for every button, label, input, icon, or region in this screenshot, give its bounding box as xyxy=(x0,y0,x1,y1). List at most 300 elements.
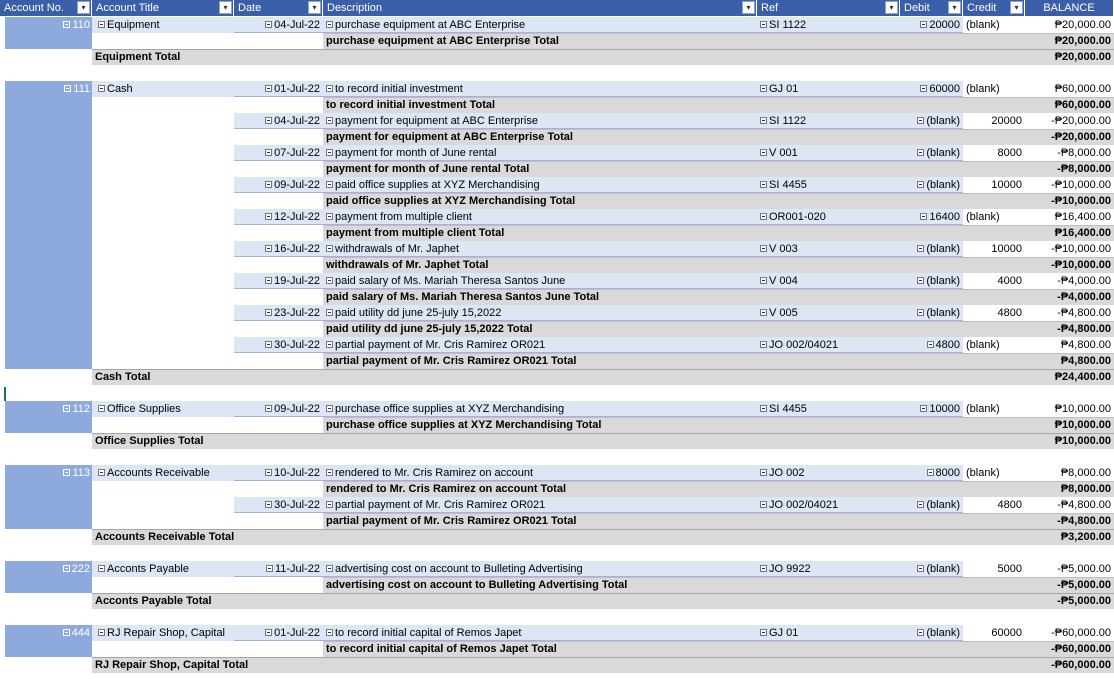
filter-dropdown-icon[interactable]: ▾ xyxy=(742,1,755,14)
collapse-toggle-icon[interactable] xyxy=(326,629,333,636)
debit-text: 16400 xyxy=(929,211,960,223)
credit-cell: 4800 xyxy=(997,307,1022,319)
balance-cell: -₱5,000.00 xyxy=(1057,563,1111,575)
debit-text: 10000 xyxy=(929,403,960,415)
description-subtotal-row xyxy=(0,33,1114,49)
date-cell[interactable] xyxy=(234,113,323,129)
collapse-toggle-icon[interactable] xyxy=(917,565,924,572)
account-title-text: Accounts Receivable xyxy=(107,467,210,479)
account-total-label: Equipment Total xyxy=(95,51,181,63)
debit-cell[interactable] xyxy=(900,337,963,353)
subtotal-suffix: Total xyxy=(537,483,567,495)
subtotal-suffix: Total xyxy=(466,99,496,111)
description-text: partial payment of Mr. Cris Ramirez OR021 xyxy=(335,499,546,511)
collapse-toggle-icon[interactable] xyxy=(917,501,924,508)
column-header-balance[interactable] xyxy=(1025,0,1114,16)
collapse-toggle-icon[interactable] xyxy=(920,405,927,412)
table-row xyxy=(0,273,1114,289)
description-subtotal-row xyxy=(0,321,1114,337)
collapse-toggle-icon[interactable] xyxy=(266,565,273,572)
column-header-label: Date xyxy=(238,2,262,14)
subtotal-label: withdrawals of Mr. Japhet Total xyxy=(326,259,489,271)
description-text: purchase equipment at ABC Enterprise xyxy=(335,19,526,31)
debit-cell[interactable] xyxy=(900,401,963,417)
subtotal-suffix: Total xyxy=(475,227,505,239)
collapse-toggle-icon[interactable] xyxy=(760,501,767,508)
collapse-toggle-icon[interactable] xyxy=(265,85,272,92)
subtotal-label: payment from multiple client Total xyxy=(326,227,505,239)
subtotal-suffix: Total xyxy=(546,195,576,207)
balance-cell: -₱4,800.00 xyxy=(1057,307,1111,319)
credit-cell: (blank) xyxy=(966,83,1000,95)
description-cell[interactable] xyxy=(323,209,757,225)
collapse-toggle-icon[interactable] xyxy=(265,21,272,28)
collapse-toggle-icon[interactable] xyxy=(326,149,333,156)
subtotal-suffix: Total xyxy=(570,291,600,303)
column-header-label: Description xyxy=(327,2,383,14)
collapse-toggle-icon[interactable] xyxy=(326,565,333,572)
table-row xyxy=(0,497,1114,513)
debit-text: (blank) xyxy=(926,243,960,255)
collapse-toggle-icon[interactable] xyxy=(927,341,934,348)
balance-cell: -₱10,000.00 xyxy=(1051,243,1111,255)
collapse-toggle-icon[interactable] xyxy=(326,277,333,284)
date-cell[interactable] xyxy=(234,81,323,97)
date-text: 30-Jul-22 xyxy=(274,339,320,351)
subtotal-label: to record initial capital of Remos Japet Total xyxy=(326,643,557,655)
subtotal-value: ₱10,000.00 xyxy=(1054,419,1111,431)
balance-cell: ₱4,800.00 xyxy=(1060,339,1111,351)
subtotal-value: ₱4,800.00 xyxy=(1060,355,1111,367)
debit-cell[interactable] xyxy=(900,625,963,641)
collapse-toggle-icon[interactable] xyxy=(265,501,272,508)
credit-cell: 10000 xyxy=(991,179,1022,191)
collapse-toggle-icon[interactable] xyxy=(326,245,333,252)
account-total-label: RJ Repair Shop, Capital Total xyxy=(95,659,249,671)
credit-cell: (blank) xyxy=(966,19,1000,31)
credit-cell: (blank) xyxy=(966,211,1000,223)
subtotal-value: ₱60,000.00 xyxy=(1054,99,1111,111)
description-cell[interactable] xyxy=(323,17,757,33)
collapse-toggle-icon[interactable] xyxy=(326,117,333,124)
collapse-toggle-icon[interactable] xyxy=(920,213,927,220)
subtotal-suffix: Total xyxy=(459,259,489,271)
ref-text: V 004 xyxy=(769,275,798,287)
ref-cell[interactable] xyxy=(757,81,900,97)
description-text: purchase office supplies at XYZ Merchandising xyxy=(335,403,565,415)
ref-cell[interactable] xyxy=(757,209,900,225)
collapse-toggle-icon[interactable] xyxy=(265,213,272,220)
credit-cell: 60000 xyxy=(991,627,1022,639)
collapse-toggle-icon[interactable] xyxy=(760,629,767,636)
subtotal-label: paid utility dd june 25-july 15,2022 Total xyxy=(326,323,533,335)
credit-cell: 10000 xyxy=(991,243,1022,255)
collapse-toggle-icon[interactable] xyxy=(265,341,272,348)
account-title-text: Office Supplies xyxy=(107,403,181,415)
description-subtotal-row xyxy=(0,353,1114,369)
description-subtotal-row xyxy=(0,129,1114,145)
date-text: 16-Jul-22 xyxy=(274,243,320,255)
account-number-text: 110 xyxy=(72,19,90,31)
credit-cell: 4800 xyxy=(997,499,1022,511)
balance-cell: -₱60,000.00 xyxy=(1051,627,1111,639)
debit-text: 8000 xyxy=(935,467,960,479)
description-text: paid office supplies at XYZ Merchandising xyxy=(335,179,540,191)
table-row xyxy=(0,81,1114,97)
description-text: rendered to Mr. Cris Ramirez on account xyxy=(335,467,534,479)
ref-text: GJ 01 xyxy=(769,83,799,95)
ref-cell[interactable] xyxy=(757,273,900,289)
collapse-toggle-icon[interactable] xyxy=(326,21,333,28)
description-subtotal-row xyxy=(0,257,1114,273)
date-text: 12-Jul-22 xyxy=(274,211,320,223)
collapse-toggle-icon[interactable] xyxy=(760,21,767,28)
filter-dropdown-icon[interactable]: ▾ xyxy=(308,1,321,14)
subtotal-label: payment for equipment at ABC Enterprise Total xyxy=(326,131,573,143)
description-text: to record initial capital of Remos Japet xyxy=(335,627,522,639)
balance-cell: -₱4,800.00 xyxy=(1057,499,1111,511)
debit-text: (blank) xyxy=(926,147,960,159)
collapse-toggle-icon[interactable] xyxy=(760,149,767,156)
account-total-row xyxy=(0,657,1114,673)
collapse-toggle-icon[interactable] xyxy=(326,405,333,412)
collapse-toggle-icon[interactable] xyxy=(265,309,272,316)
subtotal-value: ₱16,400.00 xyxy=(1054,227,1111,239)
collapse-toggle-icon[interactable] xyxy=(326,501,333,508)
subtotal-value: -₱10,000.00 xyxy=(1051,259,1111,271)
ref-cell[interactable] xyxy=(757,145,900,161)
table-row xyxy=(0,209,1114,225)
subtotal-label: partial payment of Mr. Cris Ramirez OR021 Total xyxy=(326,515,577,527)
ref-cell[interactable] xyxy=(757,497,900,513)
credit-cell: (blank) xyxy=(966,339,1000,351)
collapse-toggle-icon[interactable] xyxy=(326,309,333,316)
filter-dropdown-icon[interactable]: ▾ xyxy=(1010,1,1023,14)
collapse-toggle-icon[interactable] xyxy=(760,565,767,572)
description-text: payment for equipment at ABC Enterprise xyxy=(335,115,538,127)
subtotal-label: advertising cost on account to Bulleting Advertising Total xyxy=(326,579,628,591)
collapse-toggle-icon[interactable] xyxy=(917,117,924,124)
balance-cell: -₱8,000.00 xyxy=(1057,147,1111,159)
collapse-toggle-icon[interactable] xyxy=(760,277,767,284)
description-cell[interactable] xyxy=(323,337,757,353)
account-number-text: 222 xyxy=(71,563,90,575)
table-row xyxy=(0,561,1114,577)
subtotal-suffix: Total xyxy=(530,35,559,47)
date-text: 04-Jul-22 xyxy=(274,19,320,31)
table-row xyxy=(0,337,1114,353)
table-row xyxy=(0,177,1114,193)
date-text: 19-Jul-22 xyxy=(274,275,320,287)
table-row xyxy=(0,113,1114,129)
column-header-desc[interactable] xyxy=(323,0,757,16)
account-total-row xyxy=(0,593,1114,609)
balance-cell: ₱20,000.00 xyxy=(1054,19,1111,31)
subtotal-label: partial payment of Mr. Cris Ramirez OR021 Total xyxy=(326,355,577,367)
collapse-toggle-icon[interactable] xyxy=(265,181,272,188)
collapse-toggle-icon[interactable] xyxy=(326,341,333,348)
description-cell[interactable] xyxy=(323,465,757,481)
description-subtotal-row xyxy=(0,641,1114,657)
debit-cell[interactable] xyxy=(900,273,963,289)
date-cell[interactable] xyxy=(234,561,323,577)
balance-cell: ₱10,000.00 xyxy=(1054,403,1111,415)
ref-text: SI 1122 xyxy=(769,19,807,31)
debit-cell[interactable] xyxy=(900,145,963,161)
description-subtotal-row xyxy=(0,289,1114,305)
debit-cell[interactable] xyxy=(900,497,963,513)
filter-dropdown-icon[interactable]: ▾ xyxy=(77,1,90,14)
collapse-toggle-icon[interactable] xyxy=(265,117,272,124)
debit-text: (blank) xyxy=(926,179,960,191)
account-title-text: Cash xyxy=(107,83,133,95)
balance-cell: -₱4,000.00 xyxy=(1057,275,1111,287)
debit-cell[interactable] xyxy=(900,113,963,129)
debit-text: 20000 xyxy=(929,19,960,31)
debit-cell[interactable] xyxy=(900,209,963,225)
date-cell[interactable] xyxy=(234,401,323,417)
collapse-toggle-icon[interactable] xyxy=(265,149,272,156)
ref-text: JO 002 xyxy=(769,467,805,479)
subtotal-value: -₱4,800.00 xyxy=(1057,323,1111,335)
description-text: paid salary of Ms. Mariah Theresa Santos June xyxy=(335,275,566,287)
description-cell[interactable] xyxy=(323,625,757,641)
subtotal-label: paid office supplies at XYZ Merchandising Total xyxy=(326,195,576,207)
date-text: 01-Jul-22 xyxy=(274,83,320,95)
date-cell[interactable] xyxy=(234,17,323,33)
credit-cell: 4000 xyxy=(997,275,1022,287)
collapse-toggle-icon[interactable] xyxy=(760,181,767,188)
filter-dropdown-icon[interactable]: ▾ xyxy=(948,1,961,14)
collapse-toggle-icon[interactable] xyxy=(265,245,272,252)
date-cell[interactable] xyxy=(234,337,323,353)
subtotal-suffix: Total xyxy=(547,515,577,527)
subtotal-suffix: Total xyxy=(528,643,557,655)
description-cell[interactable] xyxy=(323,81,757,97)
debit-cell[interactable] xyxy=(900,465,963,481)
account-total-value: -₱60,000.00 xyxy=(1051,659,1111,671)
column-header-ref[interactable] xyxy=(757,0,900,16)
account-total-row xyxy=(0,369,1114,385)
collapse-toggle-icon[interactable] xyxy=(917,149,924,156)
account-total-label: Cash Total xyxy=(95,371,151,383)
ref-cell[interactable] xyxy=(757,305,900,321)
debit-text: (blank) xyxy=(926,499,960,511)
description-cell[interactable] xyxy=(323,497,757,513)
debit-cell[interactable] xyxy=(900,17,963,33)
description-subtotal-row xyxy=(0,577,1114,593)
ref-cell[interactable] xyxy=(757,241,900,257)
collapse-toggle-icon[interactable] xyxy=(265,469,272,476)
ref-text: JO 002/04021 xyxy=(769,499,839,511)
table-row xyxy=(0,145,1114,161)
ref-text: JO 9922 xyxy=(769,563,811,575)
column-header-credit[interactable] xyxy=(963,0,1025,16)
subtotal-suffix: Total xyxy=(547,355,577,367)
date-text: 09-Jul-22 xyxy=(274,403,320,415)
date-cell[interactable] xyxy=(234,305,323,321)
collapse-toggle-icon[interactable] xyxy=(326,85,333,92)
description-text: payment for month of June rental xyxy=(335,147,497,159)
debit-cell[interactable] xyxy=(900,305,963,321)
account-title-text: RJ Repair Shop, Capital xyxy=(107,627,226,639)
description-cell[interactable] xyxy=(323,145,757,161)
date-cell[interactable] xyxy=(234,177,323,193)
subtotal-value: -₱60,000.00 xyxy=(1051,643,1111,655)
debit-cell[interactable] xyxy=(900,81,963,97)
balance-cell: ₱60,000.00 xyxy=(1054,83,1111,95)
table-row xyxy=(0,401,1114,417)
description-cell[interactable] xyxy=(323,561,757,577)
account-total-label: Acconts Payable Total xyxy=(95,595,212,607)
subtotal-value: -₱8,000.00 xyxy=(1057,163,1111,175)
column-header-label: Ref xyxy=(761,2,779,14)
subtotal-suffix: Total xyxy=(572,419,602,431)
credit-cell: 20000 xyxy=(991,115,1022,127)
collapse-toggle-icon[interactable] xyxy=(917,277,924,284)
subtotal-suffix: Total xyxy=(544,131,573,143)
subtotal-value: ₱8,000.00 xyxy=(1060,483,1111,495)
subtotal-value: -₱4,000.00 xyxy=(1057,291,1111,303)
subtotal-suffix: Total xyxy=(500,163,530,175)
ref-text: V 005 xyxy=(769,307,798,319)
account-total-value: ₱3,200.00 xyxy=(1060,531,1111,543)
collapse-toggle-icon[interactable] xyxy=(326,213,333,220)
table-row xyxy=(0,465,1114,481)
collapse-toggle-icon[interactable] xyxy=(760,405,767,412)
column-header-date[interactable] xyxy=(234,0,323,16)
account-total-label: Office Supplies Total xyxy=(95,435,204,447)
subtotal-label: purchase office supplies at XYZ Merchandising Total xyxy=(326,419,602,431)
description-subtotal-row xyxy=(0,193,1114,209)
description-cell[interactable] xyxy=(323,401,757,417)
date-cell[interactable] xyxy=(234,209,323,225)
debit-cell[interactable] xyxy=(900,241,963,257)
description-cell[interactable] xyxy=(323,305,757,321)
account-number-text: 111 xyxy=(73,83,90,95)
collapse-toggle-icon[interactable] xyxy=(917,181,924,188)
description-cell[interactable] xyxy=(323,241,757,257)
subtotal-value: ₱20,000.00 xyxy=(1054,35,1111,47)
collapse-toggle-icon[interactable] xyxy=(760,341,767,348)
ref-text: OR001-020 xyxy=(769,211,826,223)
date-text: 01-Jul-22 xyxy=(274,627,320,639)
account-total-row xyxy=(0,433,1114,449)
ref-text: GJ 01 xyxy=(769,627,799,639)
date-text: 07-Jul-22 xyxy=(274,147,320,159)
ref-cell[interactable] xyxy=(757,561,900,577)
collapse-toggle-icon[interactable] xyxy=(920,21,927,28)
description-cell[interactable] xyxy=(323,177,757,193)
collapse-toggle-icon[interactable] xyxy=(265,405,272,412)
column-header-label: Account Title xyxy=(96,2,159,14)
description-text: partial payment of Mr. Cris Ramirez OR021 xyxy=(335,339,546,351)
date-cell[interactable] xyxy=(234,465,323,481)
collapse-toggle-icon[interactable] xyxy=(927,469,934,476)
account-title-text: Equipment xyxy=(107,19,160,31)
collapse-toggle-icon[interactable] xyxy=(265,629,272,636)
account-number-text: 112 xyxy=(72,403,90,415)
ref-cell[interactable] xyxy=(757,337,900,353)
description-subtotal-row xyxy=(0,225,1114,241)
account-total-value: ₱24,400.00 xyxy=(1054,371,1111,383)
collapse-toggle-icon[interactable] xyxy=(326,181,333,188)
collapse-toggle-icon[interactable] xyxy=(760,117,767,124)
collapse-toggle-icon[interactable] xyxy=(265,277,272,284)
subtotal-value: -₱4,800.00 xyxy=(1057,515,1111,527)
description-text: paid utility dd june 25-july 15,2022 xyxy=(335,307,502,319)
ref-cell[interactable] xyxy=(757,625,900,641)
ref-text: SI 1122 xyxy=(769,115,807,127)
ref-cell[interactable] xyxy=(757,113,900,129)
collapse-toggle-icon[interactable] xyxy=(917,629,924,636)
collapse-toggle-icon[interactable] xyxy=(760,469,767,476)
date-cell[interactable] xyxy=(234,273,323,289)
date-cell[interactable] xyxy=(234,625,323,641)
date-cell[interactable] xyxy=(234,145,323,161)
collapse-toggle-icon[interactable] xyxy=(760,85,767,92)
balance-cell: ₱8,000.00 xyxy=(1060,467,1111,479)
account-total-row xyxy=(0,529,1114,545)
description-cell[interactable] xyxy=(323,113,757,129)
account-total-label: Accounts Receivable Total xyxy=(95,531,235,543)
ref-text: V 001 xyxy=(769,147,798,159)
ref-cell[interactable] xyxy=(757,401,900,417)
collapse-toggle-icon[interactable] xyxy=(760,309,767,316)
ref-cell[interactable] xyxy=(757,17,900,33)
balance-cell: ₱16,400.00 xyxy=(1054,211,1111,223)
filter-dropdown-icon[interactable]: ▾ xyxy=(219,1,232,14)
ref-cell[interactable] xyxy=(757,177,900,193)
account-total-value: ₱10,000.00 xyxy=(1054,435,1111,447)
collapse-toggle-icon[interactable] xyxy=(760,245,767,252)
subtotal-label: rendered to Mr. Cris Ramirez on account Total xyxy=(326,483,567,495)
debit-cell[interactable] xyxy=(900,177,963,193)
table-row xyxy=(0,625,1114,641)
date-text: 09-Jul-22 xyxy=(274,179,320,191)
column-header-title[interactable] xyxy=(92,0,234,16)
collapse-toggle-icon[interactable] xyxy=(326,469,333,476)
collapse-toggle-icon[interactable] xyxy=(917,309,924,316)
subtotal-value: -₱5,000.00 xyxy=(1057,579,1111,591)
description-subtotal-row xyxy=(0,481,1114,497)
filter-dropdown-icon[interactable]: ▾ xyxy=(885,1,898,14)
description-subtotal-row xyxy=(0,161,1114,177)
column-header-debit[interactable] xyxy=(900,0,963,16)
description-text: to record initial investment xyxy=(335,83,463,95)
collapse-toggle-icon[interactable] xyxy=(917,245,924,252)
subtotal-value: -₱10,000.00 xyxy=(1051,195,1111,207)
balance-cell: -₱10,000.00 xyxy=(1051,179,1111,191)
account-title-text: Acconts Payable xyxy=(107,563,189,575)
active-cell-marker xyxy=(4,387,6,401)
credit-cell: 5000 xyxy=(997,563,1022,575)
ref-text: SI 4455 xyxy=(769,403,807,415)
account-total-row xyxy=(0,49,1114,65)
description-cell[interactable] xyxy=(323,273,757,289)
ref-cell[interactable] xyxy=(757,465,900,481)
table-row xyxy=(0,17,1114,33)
collapse-toggle-icon[interactable] xyxy=(920,85,927,92)
debit-text: 4800 xyxy=(935,339,960,351)
account-total-value: ₱20,000.00 xyxy=(1054,51,1111,63)
collapse-toggle-icon[interactable] xyxy=(760,213,767,220)
account-total-value: -₱5,000.00 xyxy=(1057,595,1111,607)
date-cell[interactable] xyxy=(234,241,323,257)
debit-cell[interactable] xyxy=(900,561,963,577)
column-header-acct[interactable] xyxy=(0,0,92,16)
date-cell[interactable] xyxy=(234,497,323,513)
